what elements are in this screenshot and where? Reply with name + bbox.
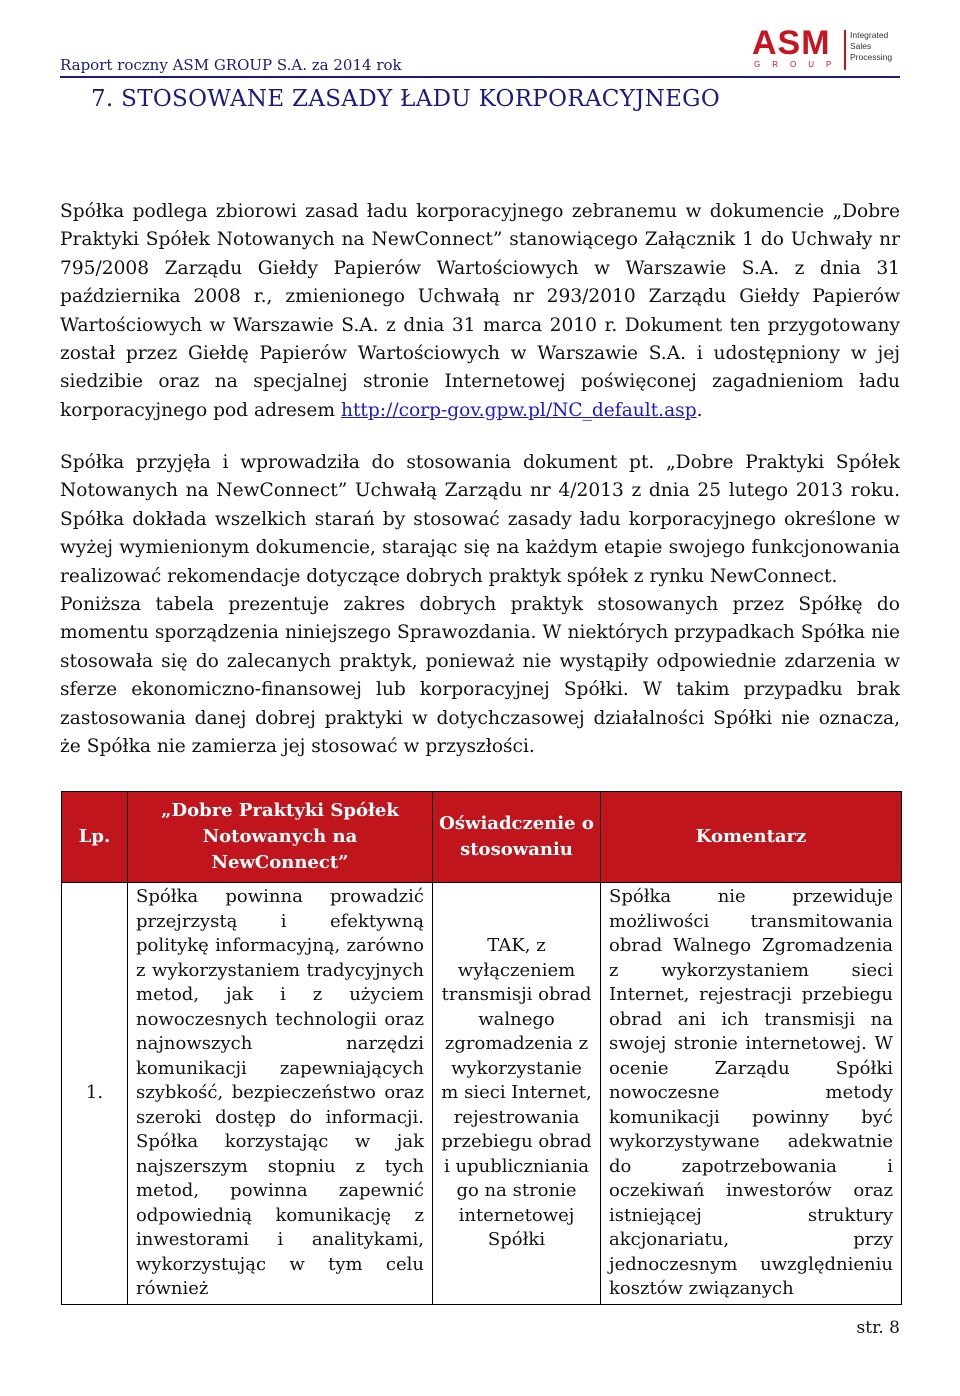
header-rule xyxy=(60,76,900,78)
good-practices-table xyxy=(61,791,902,1305)
page-header xyxy=(60,24,900,74)
adoption-paragraph xyxy=(60,449,900,761)
statement-text: TAK, z wyłączeniem transmisji obrad walnego zgromadzenia z wykorzystanie m sieci Internet, rejestrowania przebiegu obrad i upubliczniania go na stronie internetowej Spółki xyxy=(433,883,601,1305)
page-number: str. 8 xyxy=(856,1318,900,1338)
table-intro-text: Poniższa tabela prezentuje zakres dobrych praktyk stosowanych przez Spółkę do momentu sporządzenia niniejszego Sprawozdania. W niektórych przypadkach Spółka nie stosowała się do zalecanych praktyk, ponieważ nie wystąpiły odpowiednie zdarzenia w sferze ekonomiczno-finansowej lub korporacyjnej Spółki. W takim przypadku brak zastosowania danej dobrej praktyki w dotychczasowej działalności Spółki nie oznacza, że Spółka nie zamierza jej stosować w przyszłości. xyxy=(60,594,900,758)
table-header-row xyxy=(62,792,902,883)
practice-text: Spółka powinna prowadzić przejrzystą i efektywną politykę informacyjną, zarówno z wykorzystaniem tradycyjnych metod, jak i z użyciem nowoczesnych technologii oraz najnowszych narzędzi komunikacji zapewniających szybkość, bezpieczeństwo oraz szeroki dostęp do informacji. Spółka korzystając w jak najszerszym stopniu z tych metod, powinna zapewnić odpowiednią komunikację z inwestorami i analitykami, wykorzystując w tym celu również xyxy=(128,883,433,1305)
corp-gov-link[interactable]: http://corp-gov.gpw.pl/NC_default.asp xyxy=(340,399,697,421)
comment-text: Spółka nie przewiduje możliwości transmitowania obrad Walnego Zgromadzenia z wykorzystaniem sieci Internet, rejestracji przebiegu obrad ani ich transmisji na swojej stronie internetowej. W ocenie Zarządu Spółki nowoczesne metody komunikacji powinny być wykorzystywane adekwatnie do zapotrzebowania i oczekiwań inwestorów oraz istniejącej struktury akcjonariatu, przy jednoczesnym uwzględnieniu kosztów związanych xyxy=(601,883,902,1305)
company-logo xyxy=(752,24,900,72)
logo-text: ASM xyxy=(752,24,831,62)
logo-subtext: GROUP xyxy=(754,60,844,69)
logo-tagline: Integrated Sales Processing xyxy=(850,30,893,62)
section-heading: 7. STOSOWANE ZASADY ŁADU KORPORACYJNEGO xyxy=(91,86,721,112)
intro-paragraph: Spółka podlega zbiorowi zasad ładu korporacyjnego zebranemu w dokumencie „Dobre Praktyki Spółek Notowanych na NewConnect” stanowiącego Załącznik 1 do Uchwały nr 795/2008 Zarządu Giełdy Papierów Wartościowych w Warszawie S.A. z dnia 31 października 2008 r., zmienionego Uchwałą nr 293/2010 Zarządu Giełdy Papierów Wartościowych w Warszawie S.A. z dnia 31 marca 2010 r. Dokument ten przygotowany został przez Giełdę Papierów Wartościowych w Warszawie S.A. i udostępniony w jej siedzibie oraz na specjalnej stronie Internetowej poświęconej zagadnieniom ładu korporacyjnego pod adresem http://corp-gov.gpw.pl/NC_default.asp. xyxy=(60,201,900,421)
adoption-text: Spółka przyjęła i wprowadziła do stosowania dokument pt. „Dobre Praktyki Spółek Notowanych na NewConnect” Uchwałą Zarządu nr 4/2013 z dnia 25 lutego 2013 roku. Spółka dokłada wszelkich starań by stosować zasady ładu korporacyjnego określone w wyżej wymienionym dokumencie, starając się na każdym etapie swojego funkcjonowania realizować rekomendacje dotyczące dobrych praktyk spółek z rynku NewConnect. xyxy=(60,452,900,587)
header-comment: Komentarz xyxy=(601,792,902,883)
row-number: 1. xyxy=(62,883,128,1305)
table-row xyxy=(62,883,902,1305)
logo-divider xyxy=(844,30,846,70)
header-statement: Oświadczenie o stosowaniu xyxy=(433,792,601,883)
report-title: Raport roczny ASM GROUP S.A. za 2014 rok xyxy=(60,56,402,74)
header-lp: Lp. xyxy=(62,792,128,883)
header-practice: „Dobre Praktyki Spółek Notowanych na NewConnect” xyxy=(128,792,433,883)
